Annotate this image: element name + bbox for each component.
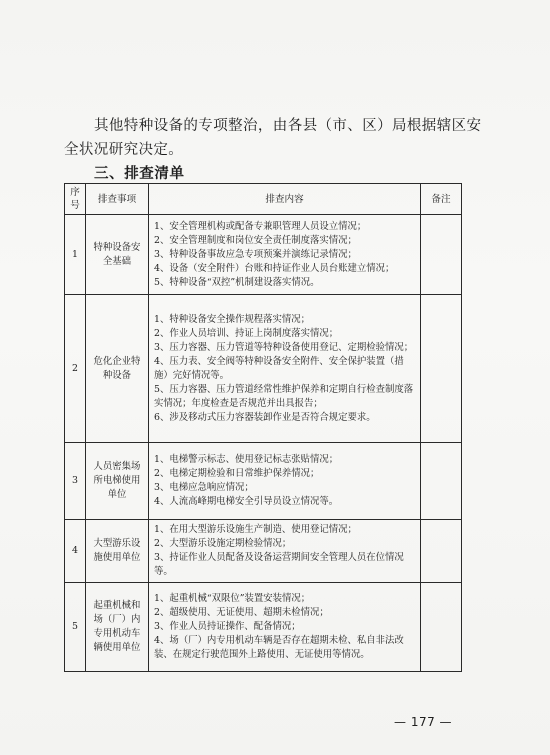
row-note xyxy=(421,583,462,672)
row-content xyxy=(149,215,421,295)
content-line: 5、特种设备“双控”机制建设落实情况。 xyxy=(154,276,320,288)
row-note xyxy=(421,295,462,443)
table-row xyxy=(65,215,462,295)
table-row xyxy=(65,583,462,672)
row-note xyxy=(421,520,462,583)
table-row xyxy=(65,443,462,520)
header-note: 备注 xyxy=(421,184,462,215)
page-number: — 177 — xyxy=(394,715,453,729)
row-content xyxy=(149,443,421,520)
content-line: 2、电梯定期检验和日常维护保养情况； xyxy=(154,468,320,479)
content-line: 1、特种设备安全操作规程落实情况； xyxy=(154,313,310,325)
row-item: 危化企业特种设备 xyxy=(86,295,149,443)
row-item: 起重机械和场（厂）内专用机动车辆使用单位 xyxy=(86,583,149,672)
table-row xyxy=(65,295,462,443)
row-seq: 2 xyxy=(65,295,86,443)
row-content xyxy=(149,295,421,443)
content-line: 2、作业人员培训、持证上岗制度落实情况； xyxy=(154,327,339,339)
inspection-checklist-table xyxy=(64,183,462,672)
row-seq: 3 xyxy=(65,443,86,520)
header-item: 排查事项 xyxy=(86,184,149,215)
row-note xyxy=(421,215,462,295)
row-content xyxy=(149,520,421,583)
content-line: 3、作业人员持证操作、配备情况； xyxy=(154,621,301,632)
content-line: 6、涉及移动式压力容器装卸作业是否符合规定要求。 xyxy=(154,411,376,423)
content-line: 3、压力容器、压力管道等特种设备使用登记、定期检验情况； xyxy=(154,341,414,353)
row-item: 大型游乐设施使用单位 xyxy=(86,520,149,583)
header-content: 排查内容 xyxy=(149,184,421,215)
row-note xyxy=(421,443,462,520)
row-seq: 5 xyxy=(65,583,86,672)
content-line: 3、持证作业人员配备及设备运营期间安全管理人员在位情况等。 xyxy=(154,552,404,577)
row-content xyxy=(149,583,421,672)
content-line: 5、压力容器、压力管道经常性维护保养和定期自行检查制度落实情况；年度检查是否规范并出具报告； xyxy=(154,383,414,409)
header-seq: 序号 xyxy=(65,184,86,215)
content-line: 2、安全管理制度和岗位安全责任制度落实情况； xyxy=(154,234,357,246)
row-seq: 1 xyxy=(65,215,86,295)
content-line: 3、电梯应急响应情况； xyxy=(154,482,254,493)
content-line: 1、起重机械“双限位”装置安装情况； xyxy=(154,593,311,604)
intro-paragraph: 其他特种设备的专项整治，由各县（市、区）局根据辖区安全状况研究决定。 xyxy=(64,118,482,158)
row-item: 特种设备安全基础 xyxy=(86,215,149,295)
content-line: 1、电梯警示标志、使用登记标志张贴情况； xyxy=(154,454,339,465)
content-line: 3、特种设备事故应急专项预案并演练记录情况； xyxy=(154,248,357,260)
content-line: 4、场（厂）内专用机动车辆是否存在超期未检、私自非法改装、在规定行驶范围外上路使用、无证使用等情况。 xyxy=(154,635,404,660)
table-header-row xyxy=(65,184,462,215)
row-item: 人员密集场所电梯使用单位 xyxy=(86,443,149,520)
content-line: 4、压力表、安全阀等特种设备安全附件、安全保护装置（措施）完好情况等。 xyxy=(154,355,404,381)
content-line: 2、超级使用、无证使用、超期未检情况； xyxy=(154,607,329,618)
row-seq: 4 xyxy=(65,520,86,583)
content-line: 2、大型游乐设施定期检验情况； xyxy=(154,538,292,549)
content-line: 1、在用大型游乐设施生产制造、使用登记情况； xyxy=(154,524,357,535)
content-line: 4、设备（安全附件）台账和持证作业人员台账建立情况； xyxy=(154,262,395,274)
section-heading: 三、排查清单 xyxy=(94,166,185,182)
content-line: 4、人流高峰期电梯安全引导员设立情况等。 xyxy=(154,496,339,507)
table-row xyxy=(65,520,462,583)
content-line: 1、安全管理机构或配备专兼职管理人员设立情况； xyxy=(154,220,367,232)
